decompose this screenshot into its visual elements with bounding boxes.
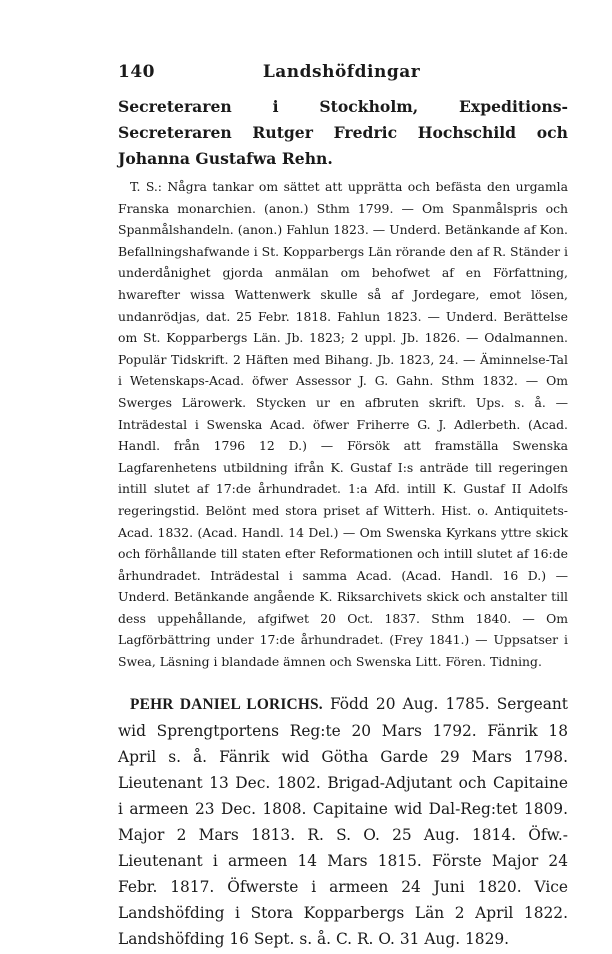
lead-paragraph: Secreteraren i Stockholm, Expeditions-Secreteraren Rutger Fredric Hochschild och Johanna Gustafwa Rehn.	[118, 97, 568, 168]
biography-entry	[118, 691, 568, 952]
page-number: 140	[118, 62, 155, 82]
page	[118, 62, 568, 952]
entry-text: Född 20 Aug. 1785. Sergeant wid Sprengtportens Reg:te 20 Mars 1792. Fänrik 18 April s. å. Fänrik wid Götha Garde 29 Mars 1798. Lieutenant 13 Dec. 1802. Brigad-Adjutant och Capitaine i armeen 23 Dec. 1808. Capitaine wid Dal-Reg:tet 1809. Major 2 Mars 1813. R. S. O. 25 Aug. 1814. Öfw.-Lieutenant i armeen 14 Mars 1815. Förste Major 24 Febr. 1817. Öfwerste i armeen 24 Juni 1820. Vice Landshöfding i Stora Kopparbergs Län 2 April 1822. Landshöfding 16 Sept. s. å. C. R. O. 31 Aug. 1829.	[118, 694, 568, 948]
works-text: T. S.: Några tankar om sättet att upprätta och befästa den urgamla Franska monarchien. (anon.) Sthm 1799. — Om Spanmålspris och Spanmålshandeln. (anon.) Fahlun 1823. — Underd. Betänkande af Kon. Befallningshafwande i St. Kopparbergs Län rörande den af R. Ständer i underdånighet gjorda anmälan om behofwet af en Författning, hwarefter wissa Wattenwerk skulle så af Jordegare, emot lösen, undanrödjas, dat. 25 Febr. 1818. Fahlun 1823. — Underd. Berättelse om St. Kopparbergs Län. Jb. 1823; 2 uppl. Jb. 1826. — Odalmannen. Populär Tidskrift. 2 Häften med Bihang. Jb. 1823, 24. — Äminnelse-Tal i Wetenskaps-Acad. öfwer Assessor J. G. Gahn. Sthm 1832. — Om Swerges Lärowerk. Stycken ur en afbruten skrift. Ups. s. å. — Inträdestal i Swenska Acad. öfwer Friherre G. J. Adlerbeth. (Acad. Handl. från 1796 12 D.) — Försök att framställa Swenska Lagfarenhetens utbildning ifrån K. Gustaf I:s anträde till regeringen intill slutet af 17:de århundradet. 1:a Afd. intill K. Gustaf II Adolfs regeringstid. Belönt med stora priset af Witterh. Hist. o. Antiquitets-Acad. 1832. (Acad. Handl. 14 Del.) — Om Swenska Kyrkans yttre skick och förhållande till staten efter Reformationen och intill slutet af 16:de århundradet. Inträdestal i samma Acad. (Acad. Handl. 16 D.) — Underd. Betänkande angående K. Riksarchivets skick och anstalter till dess uppehållande, afgifwet 20 Oct. 1837. Sthm 1840. — Om Lagförbättring under 17:de århundradet. (Frey 1841.) — Uppsatser i Swea, Läsning i blandade ämnen och Swenska Litt. Fören. Tidning.	[118, 179, 568, 670]
running-title: Landshöfdingar	[262, 62, 421, 82]
works-list	[118, 176, 568, 673]
entry-paragraph	[118, 691, 568, 952]
page-header	[118, 62, 568, 82]
entry-name: PEHR DANIEL LORICHS.	[130, 695, 323, 713]
